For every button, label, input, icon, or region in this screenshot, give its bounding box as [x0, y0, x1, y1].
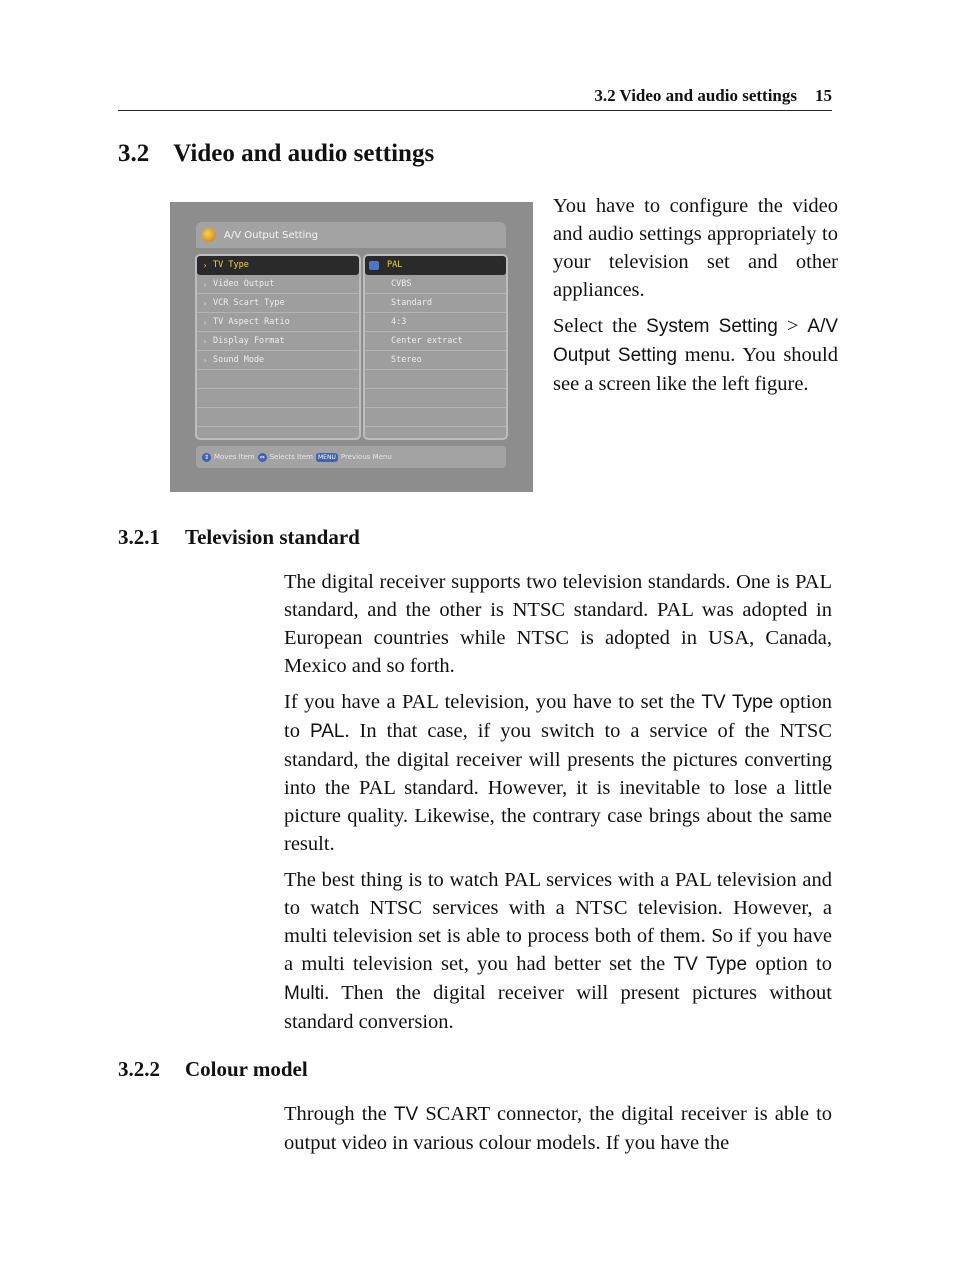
ui-term: TV Type: [701, 692, 774, 713]
tv-menu-item-label: VCR Scart Type: [213, 298, 285, 308]
menu-separator: >: [786, 315, 799, 337]
tv-menu-item-label: Video Output: [213, 279, 275, 289]
text-span: If you have a PAL television, you have to set the: [284, 691, 695, 713]
ui-term: TV Type: [673, 954, 748, 975]
chevron-right-icon: ›: [202, 298, 208, 308]
tv-menu-item: [197, 313, 359, 332]
tv-menu-labels-panel: [195, 254, 361, 440]
left-right-icon: ⇔: [259, 453, 265, 461]
colour-model-paragraph-1: [284, 1100, 832, 1157]
tv-menu-item-label: Display Format: [213, 336, 285, 346]
running-header-section: 3.2 Video and audio settings: [594, 86, 797, 105]
tv-menu-item-label: Sound Mode: [213, 355, 265, 365]
tv-menu-value-text: PAL: [387, 260, 403, 270]
tv-menu-value-text: Stereo: [391, 355, 422, 365]
ui-term: System Setting: [646, 316, 778, 337]
text-span: . Then the digital receiver will present pictures without standard conversion.: [284, 982, 832, 1033]
tv-menu-values-panel: [363, 254, 508, 440]
page-number: 15: [815, 86, 832, 105]
tv-standard-body: [284, 568, 832, 1044]
chevron-right-icon: ›: [202, 355, 208, 365]
tv-menu-value-text: 4:3: [391, 317, 407, 327]
text-span: option to: [755, 953, 832, 975]
chevron-right-icon: ›: [202, 336, 208, 346]
subsection-heading-colour-model: [118, 1057, 308, 1082]
menu-button-icon: MENU: [317, 453, 336, 461]
chevron-right-icon: ›: [202, 279, 208, 289]
subsection-heading-tv-standard: [118, 525, 360, 550]
section-number: 3.2: [118, 140, 150, 167]
chevron-right-icon: ›: [202, 317, 208, 327]
chevron-right-icon: ›: [202, 260, 208, 270]
help-moves: Moves Item: [214, 453, 255, 461]
tv-menu-item: [197, 275, 359, 294]
subsection-number: 3.2.1: [118, 525, 160, 549]
running-header: [118, 86, 832, 111]
intro-text: [553, 192, 838, 406]
av-output-setting-screenshot: [170, 202, 533, 492]
tv-menu-empty-row: [197, 389, 359, 408]
tv-menu-title: A/V Output Setting: [224, 229, 318, 241]
ui-term: Multi: [284, 983, 325, 1004]
tv-menu-value: [365, 351, 506, 370]
tv-standard-paragraph-3: [284, 866, 832, 1036]
help-selects: Selects Item: [269, 453, 313, 461]
tv-menu-title-bar: [196, 222, 506, 248]
ui-term: A/V Output Setting: [553, 316, 839, 366]
section-heading: [118, 140, 434, 168]
text-span: option to: [284, 691, 833, 742]
ui-term: PAL: [309, 721, 345, 742]
tv-menu-empty-row: [197, 370, 359, 389]
tv-menu-value: [365, 294, 506, 313]
tv-menu-value: [365, 313, 506, 332]
receiver-logo-icon: [202, 228, 216, 242]
tv-standard-paragraph-2: [284, 688, 832, 858]
tv-menu-item: [197, 332, 359, 351]
ui-term: TV: [393, 1104, 419, 1125]
subsection-title: Colour model: [185, 1057, 308, 1081]
text-span: Through the: [284, 1103, 387, 1125]
tv-menu-item: [197, 351, 359, 370]
intro-paragraph-1: You have to configure the video and audio settings appropriately to your television set and other appliances.: [553, 195, 838, 301]
text-span: The best thing is to watch PAL services with a PAL television and to watch NTSC services with a NTSC television. However, a multi television set is able to process both of them. So if you have a multi television set, you had better set the: [284, 869, 832, 975]
tv-menu-value-text: Standard: [391, 298, 432, 308]
tv-menu-value-text: Center extract: [391, 336, 463, 346]
tv-menu-value: [365, 275, 506, 294]
selector-icon: [369, 261, 379, 270]
text-span: SCART connector, the digital receiver is able to output video in various colour models. If you have the: [284, 1103, 833, 1154]
tv-menu-empty-row: [365, 370, 506, 389]
help-previous: Previous Menu: [340, 453, 392, 461]
tv-menu-empty-row: [365, 389, 506, 408]
tv-menu-empty-row: [197, 408, 359, 427]
tv-standard-paragraph-1: The digital receiver supports two television standards. One is PAL standard, and the other is NTSC standard. PAL was adopted in European countries while NTSC is adopted in USA, Canada, Mexico and so forth.: [284, 571, 832, 677]
tv-menu-empty-row: [365, 408, 506, 427]
text-span: menu. You should see a screen like the left figure.: [553, 344, 838, 395]
tv-menu-item: [197, 294, 359, 313]
subsection-number: 3.2.2: [118, 1057, 160, 1081]
section-title: Video and audio settings: [173, 140, 435, 167]
subsection-title: Television standard: [185, 525, 360, 549]
text-span: . In that case, if you switch to a service of the NTSC standard, the digital receiver will presents the pictures converting into the PAL standard. However, it is inevitable to lose a little picture quality. Likewise, the contrary case brings about the same result.: [284, 720, 832, 855]
tv-menu-item-label: TV Aspect Ratio: [213, 317, 290, 327]
tv-menu-value: [365, 256, 506, 275]
tv-menu-item-label: TV Type: [213, 260, 249, 270]
text-span: Select the: [553, 315, 638, 337]
intro-paragraph-2: [553, 312, 838, 398]
tv-menu-item: [197, 256, 359, 275]
colour-model-body: [284, 1100, 832, 1165]
tv-menu-value-text: CVBS: [391, 279, 412, 289]
tv-menu-help-bar: [196, 446, 506, 468]
up-down-icon: ⇕: [203, 453, 210, 461]
tv-menu-value: [365, 332, 506, 351]
